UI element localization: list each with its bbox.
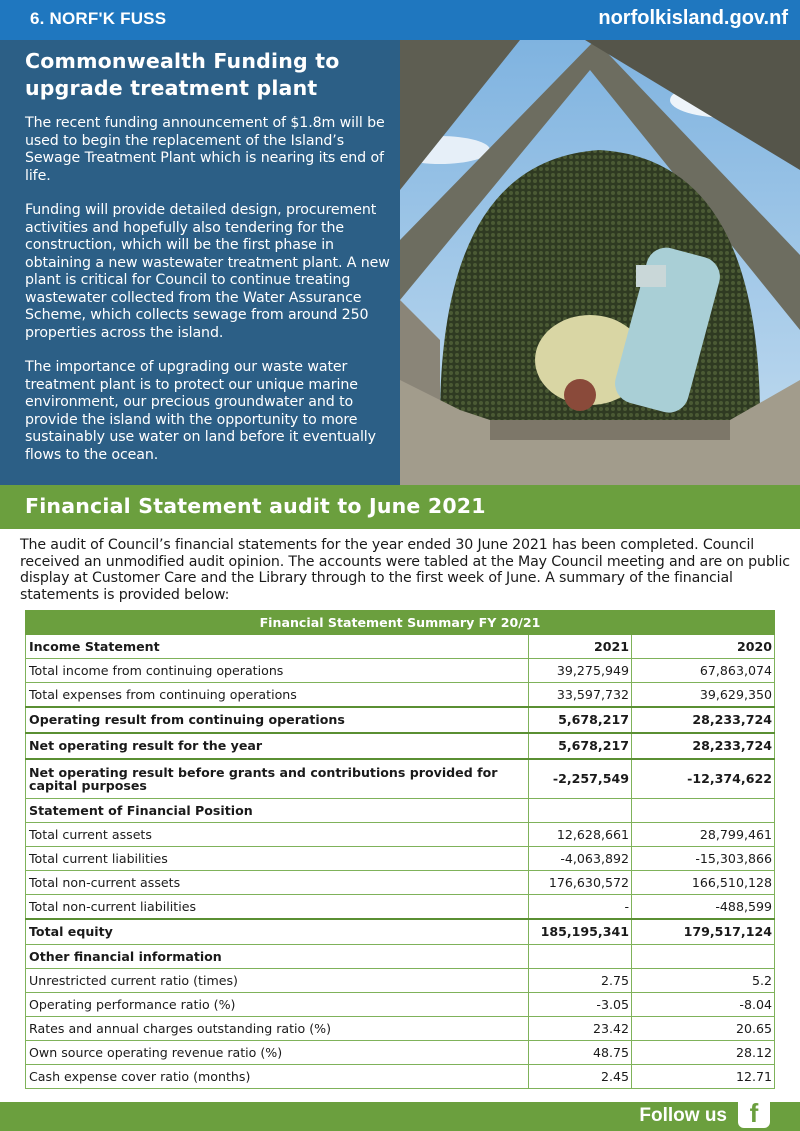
value-2021: 185,195,341 xyxy=(529,919,632,945)
value-2021: 12,628,661 xyxy=(529,823,632,847)
value-2020: 28,233,724 xyxy=(632,733,775,759)
story-title-line2: upgrade treatment plant xyxy=(25,76,318,100)
table-caption-row xyxy=(26,611,775,635)
table-row xyxy=(26,1065,775,1089)
value-2020: 12.71 xyxy=(632,1065,775,1089)
row-label: Net operating result for the year xyxy=(26,733,529,759)
row-label: Total income from continuing operations xyxy=(26,659,529,683)
story-paragraph-2: Funding will provide detailed design, procurement activities and hopefully also tendering for the construction, which will be the first phase in obtaining a new wastewater treatment plant. A new plant is critical for Council to continue treating wastewater collected from the Water Assurance Scheme, which collects sewage from around 250 properties across the island. xyxy=(25,202,390,341)
row-label: Total non-current liabilities xyxy=(26,895,529,919)
facebook-icon[interactable]: f xyxy=(738,1096,770,1128)
table-row xyxy=(26,969,775,993)
value-2021: 48.75 xyxy=(529,1041,632,1065)
value-2020: 179,517,124 xyxy=(632,919,775,945)
table-row xyxy=(26,733,775,759)
value-2021 xyxy=(529,799,632,823)
value-2020: 28,233,724 xyxy=(632,707,775,733)
website-link[interactable]: norfolkisland.gov.nf xyxy=(598,7,788,29)
value-2020: 39,629,350 xyxy=(632,683,775,707)
value-2021: 33,597,732 xyxy=(529,683,632,707)
value-2021: 5,678,217 xyxy=(529,733,632,759)
follow-us-label: Follow us xyxy=(639,1105,727,1126)
table-row xyxy=(26,1041,775,1065)
value-2020: 20.65 xyxy=(632,1017,775,1041)
value-2021: - xyxy=(529,895,632,919)
row-label: Total current assets xyxy=(26,823,529,847)
value-2021: 5,678,217 xyxy=(529,707,632,733)
value-2020: -15,303,866 xyxy=(632,847,775,871)
table-row xyxy=(26,1017,775,1041)
table-row xyxy=(26,707,775,733)
row-label: Other financial information xyxy=(26,945,529,969)
value-2020: 28,799,461 xyxy=(632,823,775,847)
table-section-row xyxy=(26,799,775,823)
value-2021 xyxy=(529,945,632,969)
row-label: Total equity xyxy=(26,919,529,945)
value-2020 xyxy=(632,799,775,823)
value-2021: 2.75 xyxy=(529,969,632,993)
treatment-plant-photo xyxy=(400,40,800,485)
value-2020: 28.12 xyxy=(632,1041,775,1065)
story-title xyxy=(25,48,392,102)
table-row xyxy=(26,895,775,919)
col-2021: 2021 xyxy=(529,635,632,659)
row-label: Own source operating revenue ratio (%) xyxy=(26,1041,529,1065)
row-label: Net operating result before grants and contributions provided for capital purposes xyxy=(26,759,529,799)
table-row xyxy=(26,919,775,945)
value-2020: -488,599 xyxy=(632,895,775,919)
value-2021: -2,257,549 xyxy=(529,759,632,799)
row-label: Total non-current assets xyxy=(26,871,529,895)
row-label: Statement of Financial Position xyxy=(26,799,529,823)
row-label: Income Statement xyxy=(26,635,529,659)
footer-bar xyxy=(0,1098,800,1131)
audit-intro: The audit of Council’s financial statements for the year ended 30 June 2021 has been completed. Council received an unmodified audit opinion. The accounts were tabled at the May Council meeting and are on public display at Customer Care and the Library through to the first week of June. A summary of the financial statements is provided below: xyxy=(20,537,790,603)
story-title-line1: Commonwealth Funding to xyxy=(25,49,340,73)
value-2020: -8.04 xyxy=(632,993,775,1017)
row-label: Rates and annual charges outstanding ratio (%) xyxy=(26,1017,529,1041)
row-label: Unrestricted current ratio (times) xyxy=(26,969,529,993)
audit-heading: Financial Statement audit to June 2021 xyxy=(25,494,486,518)
financial-summary-table xyxy=(25,610,775,1089)
section-label: 6. NORF'K FUSS xyxy=(30,9,167,28)
row-label: Cash expense cover ratio (months) xyxy=(26,1065,529,1089)
story-paragraph-3: The importance of upgrading our waste water treatment plant is to protect our unique marine environment, our precious groundwater and to provide the island with the opportunity to more sustainably use water on land before it eventually flows to the ocean. xyxy=(25,359,376,463)
row-label: Operating performance ratio (%) xyxy=(26,993,529,1017)
value-2020: 67,863,074 xyxy=(632,659,775,683)
value-2021: 39,275,949 xyxy=(529,659,632,683)
value-2021: 23.42 xyxy=(529,1017,632,1041)
funding-story xyxy=(0,40,400,485)
value-2020 xyxy=(632,945,775,969)
table-caption: Financial Statement Summary FY 20/21 xyxy=(26,611,775,635)
table-header-row xyxy=(26,635,775,659)
table-section-row xyxy=(26,945,775,969)
value-2020: -12,374,622 xyxy=(632,759,775,799)
table-row xyxy=(26,659,775,683)
value-2021: -4,063,892 xyxy=(529,847,632,871)
row-label: Total expenses from continuing operations xyxy=(26,683,529,707)
table-row xyxy=(26,823,775,847)
table-row xyxy=(26,847,775,871)
row-label: Operating result from continuing operations xyxy=(26,707,529,733)
col-2020: 2020 xyxy=(632,635,775,659)
table-row xyxy=(26,683,775,707)
table-row xyxy=(26,871,775,895)
value-2021: 176,630,572 xyxy=(529,871,632,895)
story-paragraph-1: The recent funding announcement of $1.8m will be used to begin the replacement of the Island’s Sewage Treatment Plant which is nearing its end of life. xyxy=(25,115,385,184)
treatment-plant-illustration xyxy=(400,40,800,485)
value-2021: -3.05 xyxy=(529,993,632,1017)
table-row xyxy=(26,993,775,1017)
table-row xyxy=(26,759,775,799)
top-bar xyxy=(0,0,800,40)
audit-section-bar xyxy=(0,485,800,529)
value-2021: 2.45 xyxy=(529,1065,632,1089)
value-2020: 5.2 xyxy=(632,969,775,993)
row-label: Total current liabilities xyxy=(26,847,529,871)
value-2020: 166,510,128 xyxy=(632,871,775,895)
